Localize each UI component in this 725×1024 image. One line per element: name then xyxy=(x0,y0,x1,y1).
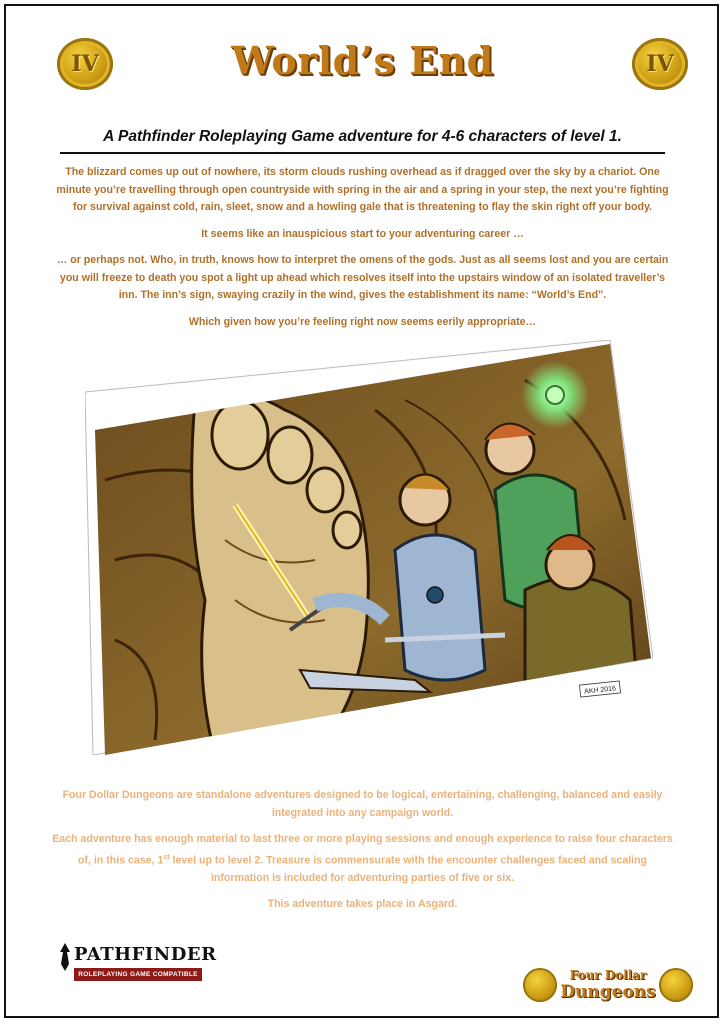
fdd-wordmark xyxy=(553,968,663,1002)
outro-p2-after: level up to level 2. Treasure is commensurate with the encounter challenges faced and scaling information is included for adventuring parties of five or six. xyxy=(169,854,648,884)
series-blurb xyxy=(52,787,673,923)
coin-glyph-left: IV xyxy=(71,51,99,77)
page-title: World’s End xyxy=(231,38,494,83)
fdd-coin-right-icon xyxy=(659,968,693,1002)
pathfinder-emblem-icon xyxy=(58,942,72,972)
intro-paragraph-1: The blizzard comes up out of nowhere, its storm clouds rushing overhead as if dragged over the sky by a chariot. One minute you’re travelling through open countryside with spring in the air and a spring in your step, the next you’re fighting for survival against cold, rain, sleet, snow and a howling gale that is threatening to flay the skin right off your body. xyxy=(56,166,669,213)
subtitle-divider xyxy=(60,152,665,154)
intro-paragraph-2: It seems like an inauspicious start to your adventuring career … xyxy=(201,227,524,240)
outro-paragraph-3: This adventure takes place in Asgard. xyxy=(267,898,458,911)
intro-paragraph-4: Which given how you’re feeling right now seems eerily appropriate… xyxy=(188,315,537,328)
coin-glyph-right: IV xyxy=(646,51,674,77)
fdd-line-2: Dungeons xyxy=(560,982,656,1002)
fdd-coin-left-icon xyxy=(523,968,557,1002)
outro-paragraph-1: Four Dollar Dungeons are standalone adventures designed to be logical, entertaining, challenging, balanced and easily integrated into any campaign world. xyxy=(62,789,663,819)
outro-p2-before: Each adventure has enough material to last three or more playing sessions and enough experience to raise four characters of, in this case, 1 xyxy=(52,833,673,867)
fdd-line-1: Four Dollar xyxy=(569,968,647,982)
pathfinder-logo xyxy=(58,942,217,986)
four-dollar-dungeons-logo xyxy=(523,966,693,1006)
ordinal-superscript: st xyxy=(163,853,170,861)
intro-paragraph-3: … or perhaps not. Who, in truth, knows how to interpret the omens of the gods. Just as all seems lost and you are certain you will freeze to death you spot a light up ahead which resolves itself into the upstairs window of an isolated traveller’s inn. The inn’s sign, swaying crazily in the wind, gives the establishment its name: “World’s End”. xyxy=(56,254,669,301)
pathfinder-compatible-band: ROLEPLAYING GAME COMPATIBLE xyxy=(74,968,202,981)
cover-illustration xyxy=(85,340,653,755)
outro-paragraph-2 xyxy=(52,831,673,887)
subtitle: A Pathfinder Roleplaying Game adventure for 4-6 characters of level 1. xyxy=(103,128,622,145)
coin-iv-right-icon xyxy=(632,38,688,90)
pathfinder-wordmark: PATHFINDER xyxy=(74,944,217,965)
intro-text xyxy=(52,164,673,340)
artist-signature: AKH 2016 xyxy=(583,685,617,696)
